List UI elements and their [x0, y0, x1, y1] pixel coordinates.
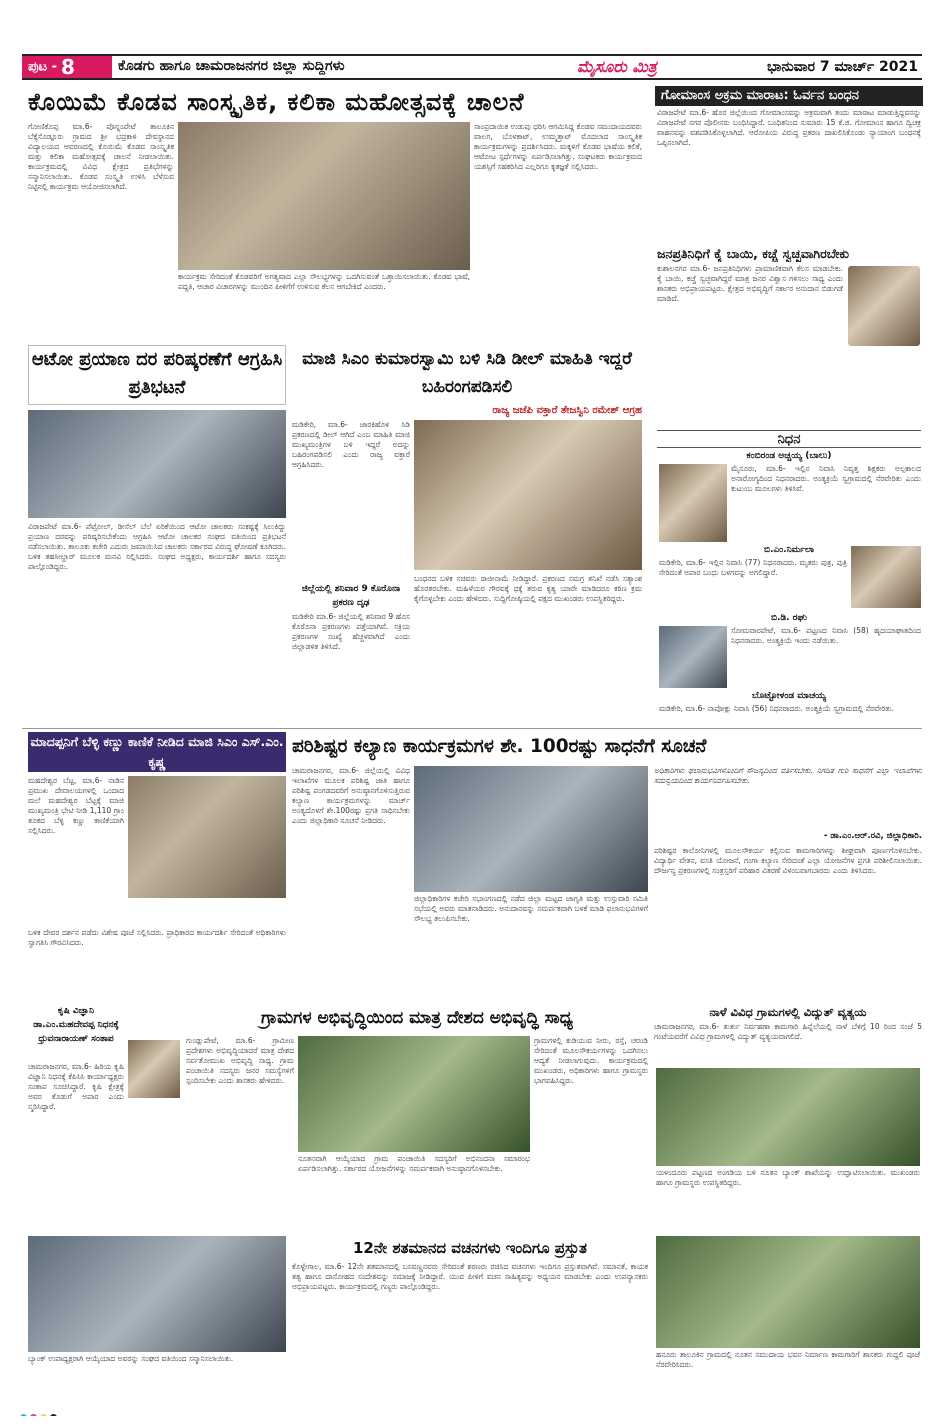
krishi-headline: ಕೃಷಿ ವಿಜ್ಞಾನಿ ಡಾ.ಎಂ.ಮಹದೇವಪ್ಪ ನಿಧನಕ್ಕೆ ಧ್ರುವನಾರಾಯಣ್ ಸಂತಾಪ — [33, 1006, 119, 1044]
nale-text: ಚಾಮರಾಜನಗರ, ಮಾ.6- ತುರ್ತು ನಿರ್ವಹಣಾ ಕಾಮಗಾರಿ ಹಿನ್ನೆಲೆಯಲ್ಲಿ ನಾಳೆ ಬೆಳಿಗ್ಗೆ 10 ರಿಂದ ಸಂಜೆ 5 ಗಂಟೆಯವರೆಗೆ ವಿವಿಧ ಗ್ರಾಮಗಳಲ್ಲಿ ವಿದ್ಯುತ್ ವ್ಯತ್ಯಯವಾಗಲಿದೆ. — [654, 1022, 922, 1041]
kumaraswamy-text-col2: ಬಂಧನದ ಬಳಿಕ ಸಚಿವರು ರಾಜೀನಾಮೆ ನೀಡಿದ್ದಾರೆ. ಪ್ರಕರಣದ ಸಮಗ್ರ ತನಿಖೆ ನಡೆಸಿ ಸತ್ಯಾಂಶ ಹೊರತರಬೇಕು. ಮಹಿಳೆಯರ ಗೌರವಕ್ಕೆ ಧಕ್ಕೆ ತರುವ ಕೃತ್ಯ ಯಾರೇ ಮಾಡಿದರೂ ಕಠಿಣ ಕ್ರಮ ಕೈಗೊಳ್ಳಬೇಕು ಎಂದು ಹೇಳಿದರು. ಸುದ್ದಿಗೋಷ್ಠಿಯಲ್ಲಿ ಪಕ್ಷದ ಮುಖಂಡರು ಉಪಸ್ಥಿತರಿದ್ದರು. — [414, 574, 642, 603]
corona-text: ಮಡಿಕೇರಿ ಮಾ.6- ಜಿಲ್ಲೆಯಲ್ಲಿ ಶನಿವಾರ 9 ಹೊಸ ಕೊರೊನಾ ಪ್ರಕರಣಗಳು ಪತ್ತೆಯಾಗಿವೆ. ಸಕ್ರಿಯ ಪ್ರಕರಣಗಳ ಸಂಖ್ಯೆ ಹೆಚ್ಚಳವಾಗಿದೆ ಎಂದು ಜಿಲ್ಲಾಡಳಿತ ತಿಳಿಸಿದೆ. — [292, 612, 410, 651]
yellow-dot — [40, 1414, 47, 1416]
obituary-name-4: ಬೊಟ್ಟೋಳಂಡ ಮಾಚಯ್ಯ — [752, 691, 826, 701]
cyan-dot — [20, 1414, 27, 1416]
print-registration-marks — [20, 1406, 925, 1416]
vachana-photo-left — [28, 1236, 286, 1352]
obituary-photo-2 — [851, 546, 921, 608]
gramagala-headline: ಗ್ರಾಮಗಳ ಅಭಿವೃದ್ಧಿಯಿಂದ ಮಾತ್ರ ದೇಶದ ಅಭಿವೃದ್ಧಿ ಸಾಧ್ಯ — [261, 1008, 573, 1028]
masthead — [22, 54, 922, 80]
parishishta-quote: ಅಧಿಕಾರಿಗಳು ಫಲಾನುಭವಿಗಳೊಂದಿಗೆ ಸೌಜನ್ಯದಿಂದ ವರ್ತಿಸಬೇಕು. ನಿಗದಿತ ಗುರಿ ಸಾಧನೆಗೆ ಎಲ್ಲಾ ಇಲಾಖೆಗಳು ಸಮನ್ವಯದಿಂದ ಕಾರ್ಯನಿರ್ವಹಿಸಬೇಕು. — [654, 766, 922, 785]
page-number-box — [22, 56, 112, 78]
divider-middle — [22, 728, 922, 729]
janapratinidhi-headline: ಜನಪ್ರತಿನಿಧಿಗೆ ಕೈ ಬಾಯಿ, ಕಚ್ಚೆ ಸ್ವಚ್ಛವಾಗಿರಬೇಕು — [657, 246, 849, 261]
obituary-photo-1 — [659, 464, 727, 542]
obituary-text-3: ಸೋಮವಾರಪೇಟೆ, ಮಾ.6- ಪಟ್ಟಣದ ನಿವಾಸಿ (58) ಹೃದಯಾಘಾತದಿಂದ ನಿಧನರಾದರು. ಅಂತ್ಯಕ್ರಿಯೆ ಇಂದು ನಡೆಯಿತು. — [731, 626, 921, 645]
kumaraswamy-text-col1: ಮಡಿಕೇರಿ, ಮಾ.6- ಜಾರಕಿಹೊಳಿ ಸಿಡಿ ಪ್ರಕರಣದಲ್ಲಿ ಡೀಲ್ ಆಗಿದೆ ಎಂಬ ಮಾಹಿತಿ ಮಾಜಿ ಮುಖ್ಯಮಂತ್ರಿಗಳ ಬಳಿ ಇದ್ದರೆ ಅದನ್ನು ಬಹಿರಂಗಪಡಿಸಲಿ ಎಂದು ರಾಜ್ಯ ವಕ್ತಾರೆ ಆಗ್ರಹಿಸಿದರು. — [292, 420, 410, 469]
gomamsa-text: ವಿರಾಜಪೇಟೆ ಮಾ.6- ಹೊರ ಜಿಲ್ಲೆಯಿಂದ ಗೋಮಾಂಸವನ್ನು ಅಕ್ರಮವಾಗಿ ತಂದು ಮಾರಾಟ ಮಾಡುತ್ತಿದ್ದವನನ್ನು ವಿರಾಜಪೇಟೆ ನಗರ ಪೊಲೀಸರು ಬಂಧಿಸಿದ್ದಾರೆ. ಬಂಧಿತನಿಂದ ಸುಮಾರು 15 ಕೆ.ಜಿ. ಗೋಮಾಂಸ ಹಾಗೂ ದ್ವಿಚಕ್ರ ವಾಹನವನ್ನು ವಶಪಡಿಸಿಕೊಳ್ಳಲಾಗಿದೆ. ಆರೋಪಿಯ ವಿರುದ್ಧ ಪ್ರಕರಣ ದಾಖಲಿಸಿಕೊಂಡು ನ್ಯಾಯಾಂಗ ಬಂಧನಕ್ಕೆ ಒಪ್ಪಿಸಲಾಗಿದೆ. — [657, 108, 921, 147]
kumaraswamy-subhead: ರಾಜ್ಯ ಜಜೆಪಿ ವಕ್ತಾರೆ ತೇಜಸ್ವಿನಿ ರಮೇಶ್ ಆಗ್ರಹ — [492, 405, 642, 416]
krishi-text: ಚಾಮರಾಜನಗರ, ಮಾ.6- ಹಿರಿಯ ಕೃಷಿ ವಿಜ್ಞಾನಿ ನಿಧನಕ್ಕೆ ಕೆಪಿಸಿಸಿ ಕಾರ್ಯಾಧ್ಯಕ್ಷರು ಸಂತಾಪ ಸೂಚಿಸಿದ್ದಾರೆ. ಕೃಷಿ ಕ್ಷೇತ್ರಕ್ಕೆ ಅವರ ಕೊಡುಗೆ ಅಪಾರ ಎಂದು ಸ್ಮರಿಸಿದ್ದಾರೆ. — [28, 1062, 124, 1111]
obituary-photo-3 — [659, 626, 727, 688]
auto-text: ವಿರಾಜಪೇಟೆ ಮಾ.6- ಪೆಟ್ರೋಲ್, ಡೀಸೆಲ್ ಬೆಲೆ ಏರಿಕೆಯಿಂದ ಆಟೋ ಚಾಲಕರು ಸಂಕಷ್ಟಕ್ಕೆ ಸಿಲುಕಿದ್ದು ಪ್ರಯಾಣ ದರವನ್ನು ಪರಿಷ್ಕರಿಸಬೇಕೆಂದು ಆಗ್ರಹಿಸಿ ಆಟೋ ಚಾಲಕರ ಸಂಘದ ವತಿಯಿಂದ ಪ್ರತಿಭಟನೆ ನಡೆಸಲಾಯಿತು. ತಾಲೂಕು ಕಚೇರಿ ಎದುರು ಜಮಾಯಿಸಿದ ಚಾಲಕರು ಸರ್ಕಾರದ ವಿರುದ್ಧ ಘೋಷಣೆ ಕೂಗಿದರು. ಬಳಿಕ ತಹಸೀಲ್ದಾರ್ ಮೂಲಕ ಮನವಿ ಸಲ್ಲಿಸಿದರು. ಸಂಘದ ಅಧ್ಯಕ್ಷರು, ಕಾರ್ಯದರ್ಶಿ ಹಾಗೂ ಸದಸ್ಯರು ಪಾಲ್ಗೊಂಡಿದ್ದರು. — [28, 522, 286, 571]
nale-photo-2-caption: ಹನೂರು ತಾಲೂಕಿನ ಗ್ರಾಮದಲ್ಲಿ ನೂತನ ಸಮುದಾಯ ಭವನ ನಿರ್ಮಾಣ ಕಾಮಗಾರಿಗೆ ಶಾಸಕರು ಗುದ್ದಲಿ ಪೂಜೆ ನೆರವೇರಿಸಿದರು. — [656, 1350, 920, 1369]
gramagala-text-col2: ನೂತನವಾಗಿ ಆಯ್ಕೆಯಾದ ಗ್ರಾಮ ಪಂಚಾಯಿತಿ ಸದಸ್ಯರಿಗೆ ಅಭಿನಂದನಾ ಸಮಾರಂಭ ಏರ್ಪಡಿಸಲಾಗಿತ್ತು. ಸರ್ಕಾರದ ಯೋಜನೆಗಳನ್ನು ಸಮರ್ಪಕವಾಗಿ ಅನುಷ್ಠಾನಗೊಳಿಸಬೇಕು. — [298, 1154, 530, 1173]
obituary-text-4: ಮಡಿಕೇರಿ, ಮಾ.6- ನಾಪೋಕ್ಲು ನಿವಾಸಿ (56) ನಿಧನರಾದರು. ಅಂತ್ಯಕ್ರಿಯೆ ಸ್ವಗ್ರಾಮದಲ್ಲಿ ನೆರವೇರಿತು. — [659, 704, 895, 713]
nale-headline: ನಾಳೆ ವಿವಿಧ ಗ್ರಾಮಗಳಲ್ಲಿ ವಿದ್ಯುತ್ ವ್ಯತ್ಯಯ — [709, 1005, 867, 1019]
madappa-text-col1: ಮಹದೇಶ್ವರ ಬೆಟ್ಟ, ಮಾ.6- ನಾಡಿನ ಪ್ರಮುಖ ದೇವಾಲಯಗಳಲ್ಲಿ ಒಂದಾದ ಮಲೆ ಮಹದೇಶ್ವರ ಬೆಟ್ಟಕ್ಕೆ ಮಾಜಿ ಮುಖ್ಯಮಂತ್ರಿ ಭೇಟಿ ನೀಡಿ 1,110 ಗ್ರಾಂ ತೂಕದ ಬೆಳ್ಳಿ ಕಣ್ಣು ಕಾಣಿಕೆಯಾಗಿ ಸಲ್ಲಿಸಿದರು. — [28, 776, 124, 835]
vachana-headline: 12ನೇ ಶತಮಾನದ ವಚನಗಳು ಇಂದಿಗೂ ಪ್ರಸ್ತುತ — [352, 1239, 588, 1257]
gramagala-text-col1: ಗುಂಡ್ಲುಪೇಟೆ, ಮಾ.6- ಗ್ರಾಮೀಣ ಪ್ರದೇಶಗಳು ಅಭಿವೃದ್ಧಿಯಾದರೆ ಮಾತ್ರ ದೇಶದ ಸರ್ವತೋಮುಖ ಅಭಿವೃದ್ಧಿ ಸಾಧ್ಯ. ಗ್ರಾಮ ಪಂಚಾಯಿತಿ ಸದಸ್ಯರು ಜನರ ಸಮಸ್ಯೆಗಳಿಗೆ ಸ್ಪಂದಿಸಬೇಕು ಎಂದು ಶಾಸಕರು ಹೇಳಿದರು. — [186, 1036, 294, 1085]
gomamsa-headline: ಗೋಮಾಂಸ ಅಕ್ರಮ ಮಾರಾಟ: ಓರ್ವನ ಬಂಧನ — [655, 86, 923, 106]
nale-photo-1 — [656, 1068, 920, 1166]
lead-text-col1: ಗೋಣಿಕೊಪ್ಪ ಮಾ.6- ಪೊನ್ನಂಪೇಟೆ ತಾಲೂಕಿನ ಬೆಕ್ಕೆಸೊಡ್ಲೂರು ಗ್ರಾಮದ ಶ್ರೀ ಭದ್ರಕಾಳಿ ದೇವಸ್ಥಾನದ ವಿದ್ಯಾಲಯದ ಆವರಣದಲ್ಲಿ ಕೊಯಿಮೆ ಕೊಡವ ಸಾಂಸ್ಕೃತಿಕ ಮತ್ತು ಕಲಿಕಾ ಮಹೋತ್ಸವಕ್ಕೆ ಚಾಲನೆ ನೀಡಲಾಯಿತು. ಕಾರ್ಯಕ್ರಮದಲ್ಲಿ ವಿವಿಧ ಕ್ಷೇತ್ರದ ಪ್ರತಿಭೆಗಳನ್ನು ಸನ್ಮಾನಿಸಲಾಯಿತು. ಕೊಡವ ಸಂಸ್ಕೃತಿ ಉಳಿಸಿ ಬೆಳೆಸುವ ನಿಟ್ಟಿನಲ್ಲಿ ಕಾರ್ಯಕ್ರಮ ಆಯೋಜಿಸಲಾಗಿದೆ. — [28, 122, 174, 191]
magenta-dot — [30, 1414, 37, 1416]
parishishta-text-col1: ಚಾಮರಾಜನಗರ, ಮಾ.6- ಜಿಲ್ಲೆಯಲ್ಲಿ ವಿವಿಧ ಇಲಾಖೆಗಳ ಮೂಲಕ ಪರಿಶಿಷ್ಟ ಜಾತಿ ಹಾಗೂ ಪರಿಶಿಷ್ಟ ಪಂಗಡದವರಿಗೆ ಅನುಷ್ಠಾನಗೊಳಿಸುತ್ತಿರುವ ಕಲ್ಯಾಣ ಕಾರ್ಯಕ್ರಮಗಳನ್ನು ಮಾರ್ಚ್ ಅಂತ್ಯದೊಳಗೆ ಶೇ.100ರಷ್ಟು ಪ್ರಗತಿ ಸಾಧಿಸಬೇಕು ಎಂದು ಜಿಲ್ಲಾಧಿಕಾರಿ ಸೂಚನೆ ನೀಡಿದರು. — [292, 766, 410, 825]
nale-photo-1-caption: ಯಳಂದೂರು ಪಟ್ಟಣದ ಅಂಗಡಿಯ ಬಳಿ ನೂತನ ಬ್ಯಾಂಕ್ ಶಾಖೆಯನ್ನು ಉದ್ಘಾಟಿಸಲಾಯಿತು. ಮುಖಂಡರು ಹಾಗೂ ಗ್ರಾಮಸ್ಥರು ಉಪಸ್ಥಿತರಿದ್ದರು. — [656, 1168, 920, 1187]
kumaraswamy-headline: ಮಾಜಿ ಸಿಎಂ ಕುಮಾರಸ್ವಾಮಿ ಬಳಿ ಸಿಡಿ ಡೀಲ್ ಮಾಹಿತಿ ಇದ್ದರೆ ಬಹಿರಂಗಪಡಿಸಲಿ — [302, 349, 632, 397]
page-number: 8 — [61, 55, 75, 79]
press-meet-photo — [414, 420, 642, 570]
paper-logo: ಮೈಸೂರು ಮಿತ್ರ — [577, 57, 657, 76]
lead-photo — [178, 122, 470, 270]
gramagala-photo — [298, 1036, 530, 1152]
scientist-photo — [128, 1040, 180, 1098]
auto-protest-photo — [28, 410, 286, 518]
parishishta-quote-author: - ಡಾ.ಎಂ.ಆರ್.ರವಿ, ಜಿಲ್ಲಾಧಿಕಾರಿ. — [823, 831, 922, 841]
obituary-text-1: ಮೈಸೂರು, ಮಾ.6- ಇಲ್ಲಿನ ನಿವಾಸಿ ನಿವೃತ್ತ ಶಿಕ್ಷಕರು ಅಲ್ಪಕಾಲದ ಅನಾರೋಗ್ಯದಿಂದ ನಿಧನರಾದರು. ಅಂತ್ಯಕ್ರಿಯೆ ಸ್ವಗ್ರಾಮದಲ್ಲಿ ನೆರವೇರಿತು ಎಂದು ಕುಟುಂಬ ಮೂಲಗಳು ತಿಳಿಸಿವೆ. — [731, 464, 921, 493]
obituary-name-1: ಕಂಬಿರಂಡ ಅಚ್ಚಯ್ಯ (ಬಾಲು) — [746, 451, 832, 461]
janapratinidhi-text: ಕುಶಾಲನಗರ ಮಾ.6- ಜನಪ್ರತಿನಿಧಿಗಳು ಪ್ರಾಮಾಣಿಕವಾಗಿ ಕೆಲಸ ಮಾಡಬೇಕು. ಕೈ ಬಾಯಿ, ಕಚ್ಚೆ ಸ್ವಚ್ಛವಾಗಿದ್ದರೆ ಮಾತ್ರ ಜನರ ವಿಶ್ವಾಸ ಗಳಿಸಲು ಸಾಧ್ಯ ಎಂದು ಶಾಸಕರು ಅಭಿಪ್ರಾಯಪಟ್ಟರು. ಕ್ಷೇತ್ರದ ಅಭಿವೃದ್ಧಿಗೆ ಸರ್ಕಾರ ಅನುದಾನ ಬಿಡುಗಡೆ ಮಾಡಿದೆ. — [657, 264, 843, 303]
page-label: ಪುಟ - — [28, 59, 57, 75]
madappa-temple-photo — [128, 776, 286, 898]
madappa-headline: ಮಾದಪ್ಪನಿಗೆ ಬೆಳ್ಳಿ ಕಣ್ಣು ಕಾಣಿಕೆ ನೀಡಿದ ಮಾಜಿ ಸಿಎಂ ಎಸ್.ಎಂ. ಕೃಷ್ಣ — [28, 732, 286, 772]
politician-photo — [848, 266, 920, 346]
lead-headline: ಕೊಯಿಮೆ ಕೊಡವ ಸಾಂಸ್ಕೃತಿಕ, ಕಲಿಕಾ ಮಹೋತ್ಸವಕ್ಕೆ ಚಾಲನೆ — [28, 88, 525, 116]
corona-headline: ಜಿಲ್ಲೆಯಲ್ಲಿ ಶನಿವಾರ 9 ಕೊರೊನಾ ಪ್ರಕರಣ ದೃಢ — [301, 584, 401, 608]
section-title: ಕೊಡಗು ಹಾಗೂ ಚಾಮರಾಜನಗರ ಜಿಲ್ಲಾ ಸುದ್ದಿಗಳು — [118, 58, 345, 74]
lead-text-under-photo: ಕಾರ್ಯಕ್ರಮ ಸೇರಿದಂತೆ ಕೊಡವರಿಗೆ ಅಗತ್ಯವಾದ ಎಲ್ಲಾ ಸೌಲಭ್ಯಗಳನ್ನು ಒದಗಿಸುವಂತೆ ಒತ್ತಾಯಿಸಲಾಯಿತು. ಕೊಡವ ಭಾಷೆ, ಪದ್ದತಿ, ಆಚಾರ ವಿಚಾರಗಳನ್ನು ಮುಂದಿನ ಪೀಳಿಗೆಗೆ ಉಳಿಸುವ ಕೆಲಸ ಆಗಬೇಕಿದೆ ಎಂದರು. — [178, 272, 470, 291]
nale-photo-2 — [656, 1236, 920, 1348]
obituary-text-2: ಮಡಿಕೇರಿ, ಮಾ.6- ಇಲ್ಲಿನ ನಿವಾಸಿ (77) ನಿಧನರಾದರು. ಮೃತರು ಪುತ್ರ, ಪುತ್ರಿ ಸೇರಿದಂತೆ ಅಪಾರ ಬಂಧು ಬಳಗವನ್ನು ಅಗಲಿದ್ದಾರೆ. — [659, 558, 847, 577]
auto-headline: ಆಟೋ ಪ್ರಯಾಣ ದರ ಪರಿಷ್ಕರಣೆಗೆ ಆಗ್ರಹಿಸಿ ಪ್ರತಿಭಟನೆ — [28, 345, 286, 405]
parishishta-text-col2: ಜಿಲ್ಲಾಧಿಕಾರಿಗಳ ಕಚೇರಿ ಸಭಾಂಗಣದಲ್ಲಿ ನಡೆದ ಜಿಲ್ಲಾ ಮಟ್ಟದ ಜಾಗೃತಿ ಮತ್ತು ಉಸ್ತುವಾರಿ ಸಮಿತಿ ಸಭೆಯಲ್ಲಿ ಅವರು ಮಾತನಾಡಿದರು. ಅನುದಾನವನ್ನು ಸಮರ್ಪಕವಾಗಿ ಬಳಕೆ ಮಾಡಿ ಫಲಾನುಭವಿಗಳಿಗೆ ಸೌಲಭ್ಯ ತಲುಪಿಸಬೇಕು. — [414, 894, 648, 923]
parishishta-headline: ಪರಿಶಿಷ್ಟರ ಕಲ್ಯಾಣ ಕಾರ್ಯಕ್ರಮಗಳ ಶೇ. 100ರಷ್ಟು ಸಾಧನೆಗೆ ಸೂಚನೆ — [292, 736, 707, 757]
obituary-title: ನಿಧನ — [657, 430, 921, 448]
vachana-photo-left-caption: ಬ್ಯಾಂಕ್ ಉಪಾಧ್ಯಕ್ಷರಾಗಿ ಆಯ್ಕೆಯಾದ ಅವರನ್ನು ಸಂಘದ ವತಿಯಿಂದ ಸನ್ಮಾನಿಸಲಾಯಿತು. — [28, 1354, 234, 1363]
issue-date: ಭಾನುವಾರ 7 ಮಾರ್ಚ್ 2021 — [766, 59, 918, 75]
black-dot — [50, 1414, 57, 1416]
lead-text-col3: ಸಾಂಪ್ರದಾಯಿಕ ಉಡುಪು ಧರಿಸಿ ಆಗಮಿಸಿದ್ದ ಕೊಡವ ಸಮುದಾಯದವರು ವಾಲಗ, ಬೊಳಕಾಟ್, ಉಮ್ಮತ್ತಾಟ್ ಮೊದಲಾದ ಸಾಂಸ್ಕೃತಿಕ ಕಾರ್ಯಕ್ರಮಗಳನ್ನು ಪ್ರದರ್ಶಿಸಿದರು. ಮಕ್ಕಳಿಗೆ ಕೊಡವ ಭಾಷೆಯ ಕಲಿಕೆ, ಆಟೋಟ ಸ್ಪರ್ಧೆಗಳನ್ನು ಏರ್ಪಡಿಸಲಾಗಿತ್ತು. ಸಂಘಟಕರು ಕಾರ್ಯಕ್ರಮದ ಯಶಸ್ಸಿಗೆ ಸಹಕರಿಸಿದ ಎಲ್ಲರಿಗೂ ಕೃತಜ್ಞತೆ ಸಲ್ಲಿಸಿದರು. — [474, 122, 642, 171]
gramagala-text-col3: ಗ್ರಾಮಗಳಲ್ಲಿ ಕುಡಿಯುವ ನೀರು, ರಸ್ತೆ, ಚರಂಡಿ ಸೇರಿದಂತೆ ಮೂಲಸೌಕರ್ಯಗಳನ್ನು ಒದಗಿಸಲು ಆದ್ಯತೆ ನೀಡಲಾಗುವುದು. ಕಾರ್ಯಕ್ರಮದಲ್ಲಿ ಮುಖಂಡರು, ಅಧಿಕಾರಿಗಳು ಹಾಗೂ ಗ್ರಾಮಸ್ಥರು ಭಾಗವಹಿಸಿದ್ದರು. — [534, 1036, 648, 1085]
parishishta-text-col3: ಪರಿಶಿಷ್ಟರ ಕಾಲೋನಿಗಳಲ್ಲಿ ಮೂಲಸೌಕರ್ಯ ಕಲ್ಪಿಸುವ ಕಾಮಗಾರಿಗಳನ್ನು ಶೀಘ್ರವಾಗಿ ಪೂರ್ಣಗೊಳಿಸಬೇಕು. ವಿದ್ಯಾರ್ಥಿ ವೇತನ, ವಸತಿ ಯೋಜನೆ, ಗಂಗಾ ಕಲ್ಯಾಣ ಸೇರಿದಂತೆ ಎಲ್ಲಾ ಯೋಜನೆಗಳ ಪ್ರಗತಿ ಪರಿಶೀಲಿಸಲಾಯಿತು. ದೌರ್ಜನ್ಯ ಪ್ರಕರಣಗಳಲ್ಲಿ ಸಂತ್ರಸ್ತರಿಗೆ ಪರಿಹಾರ ವಿತರಣೆ ವಿಳಂಬವಾಗಬಾರದು ಎಂದು ತಿಳಿಸಿದರು. — [654, 846, 922, 875]
vachana-text: ಕೊಳ್ಳೇಗಾಲ, ಮಾ.6- 12ನೇ ಶತಮಾನದಲ್ಲಿ ಬಸವಣ್ಣನವರು ಸೇರಿದಂತೆ ಶರಣರು ರಚಿಸಿದ ವಚನಗಳು ಇಂದಿಗೂ ಪ್ರಸ್ತುತವಾಗಿವೆ. ಸಮಾನತೆ, ಕಾಯಕ ತತ್ವ ಹಾಗೂ ದಾಸೋಹದ ಸಂದೇಶವನ್ನು ಸಮಾಜಕ್ಕೆ ನೀಡಿದ್ದಾರೆ. ಯುವ ಪೀಳಿಗೆ ವಚನ ಸಾಹಿತ್ಯವನ್ನು ಅಧ್ಯಯನ ಮಾಡಬೇಕು ಎಂದು ಉಪನ್ಯಾಸಕರು ಅಭಿಪ್ರಾಯಪಟ್ಟರು. ಕಾರ್ಯಕ್ರಮದಲ್ಲಿ ಗಣ್ಯರು ಪಾಲ್ಗೊಂಡಿದ್ದರು. — [292, 1262, 648, 1291]
obituary-name-3: ಬಿ.ಡಿ. ರಘು — [770, 613, 808, 623]
meeting-photo — [414, 766, 648, 892]
madappa-text-bottom: ಬಳಿಕ ದೇವರ ದರ್ಶನ ಪಡೆದು ವಿಶೇಷ ಪೂಜೆ ಸಲ್ಲಿಸಿದರು. ಪ್ರಾಧಿಕಾರದ ಕಾರ್ಯದರ್ಶಿ ಸೇರಿದಂತೆ ಅಧಿಕಾರಿಗಳು ಸ್ವಾಗತಿಸಿ ಗೌರವಿಸಿದರು. — [28, 928, 286, 947]
obituary-name-2: ಬಿ.ಎಂ.ನಿರ್ಮಲಾ — [764, 545, 814, 555]
